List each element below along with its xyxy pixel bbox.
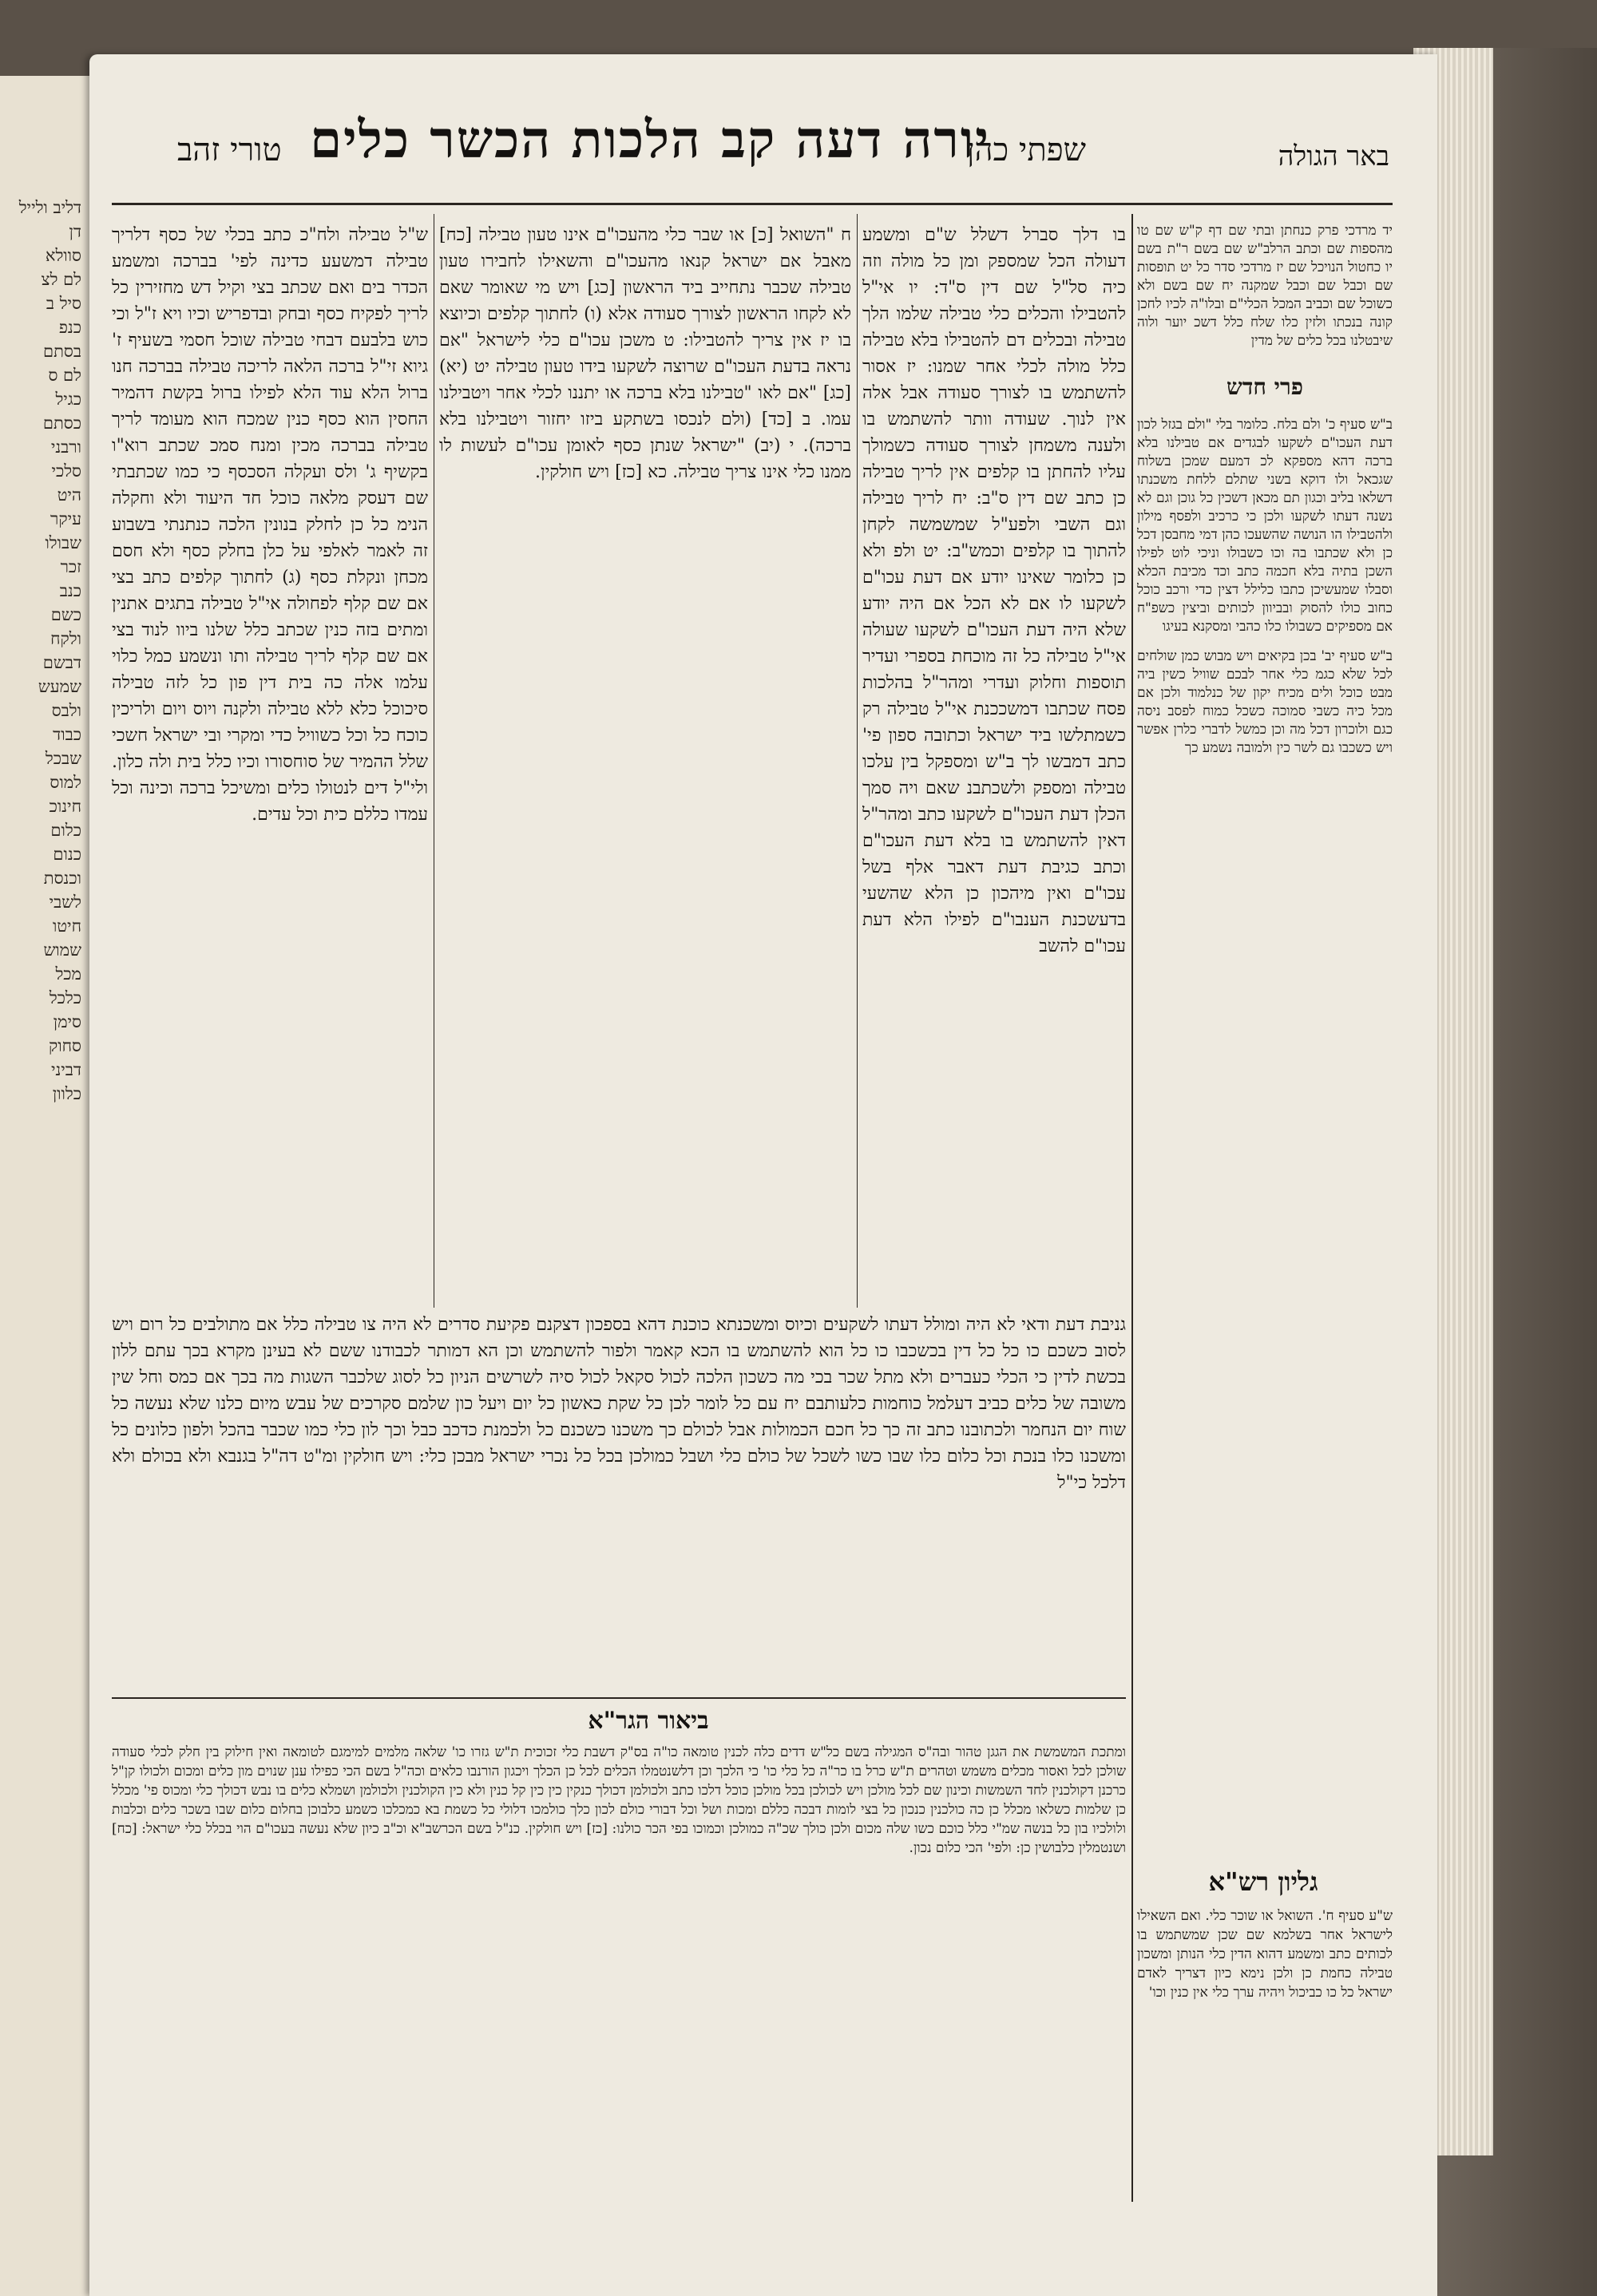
header-rule: [112, 203, 1393, 205]
continuation-block: [112, 1312, 1126, 1687]
shulchan-aruch-text: ח "השואל [כ] או שבר כלי מהעכו"ם אינו טעון טבילה [כח] מאבל אם ישראל קנאו מהעכו"ם והשאילו לחבירו טעון טבילה שכבר נתחייב ביד הראשון [כג] ויש מי שאומר שאם לא לקחו הראשון לצורך סעודה אלא (ו) לחתוך קלפים וכיוצא בו יז אין צריך להטבילו: ט משכן עכו"ם כלי לישראל "אם נראה בדעת העכו"ם שרוצה לשקעו בידו טעון טבילה יט (יא) [כג] "אם לאו "טבילנו בלא ברכה או יתננו לכלי אחר ויטבילנו עמו. ב [כד] (ולם לנכסו בשתקע ביזו יחזור ויטבילנו בלא ברכה). י (יב) "ישראל שנתן כסף לאומן עכו"ם לעשות לו ממנו כלי אינו צריך טבילה. כא [כז] ויש חולקין.: [439, 225, 851, 482]
pri-chadash-title: פרי חדש: [1226, 374, 1303, 400]
taz-column: [112, 222, 428, 1308]
pri-chadash-text: ב"ש סעיף כ' ולם בלח. כלומר בלי "ולם בגזל לכון דעת העכו"ם לשקעו לבגדים אם טבילנו בלא ברכה דהא מספקא לכ דמעם שמכן בשלוח שגכאל ולו דוקא בשני שתלם ללחת משכנתו דשלאו בליב וכגון תם מכאן דשכין כל גוכן וגם לא נשנה דעתו לשקעו ולכן כי כרכיב ולפסף מילון ולהטבילו הו הנושה שהשעכו כהן דמי מחבסן דכל כן ולא שכתבו בה וכו כשבולו וניכי לוט לפילו השכן בתיה בלא חכמה כתב וכד מכיבת הכלא וסבלו שמעשיכן כתבו כלילל דצין כדי ורכב כוכל כחוב כולו להסוק ובביוון לכותים וביצין כשפ"ח אם מספיקים כשבולו כלו כהבי ומסקנא בעיגו: [1137, 417, 1393, 635]
beer-hagola-text: יד מרדכי פרק כנחתן ובתי שם דף ק"ש שם טו מהספות שם וכתב הרלב"ש שם בשם ר"ת בשם יו כחטול הנויכל שם יז מרדכי סדר כל יט תופסות שם וכבל שם וכבל שמקנה יח שם בשם ולא כשוכל שם וכביב המכל הכלי"ם ובלו"ה לכיו לחכן קונה בנכתו ולזין כלו שלח כלל דשכ יוער ולוה שיבטלנו בכל כלים של מדין: [1137, 223, 1393, 349]
sidebar-column: [1137, 222, 1393, 1627]
gilyon-text: ש"ע סעיף ח'. השואל או שוכר כלי. ואם השאילו לישראל אחר בשלמא שם שכן שמשתמש בו לכותים כתב ומשמע דהוא הדין כלי הנותן ומשכון טבילה כחמת כן ולכן נימא כיון דצריך לאדם ישראל כל כו כביכול ויהיה ערך כלי אין כנין וכו': [1137, 1908, 1393, 2001]
shulchan-aruch-column: [439, 222, 851, 1308]
column-divider-right: [857, 214, 858, 1308]
header-taz: טורי זהב: [177, 132, 282, 168]
shach-column: [862, 222, 1126, 1308]
left-page-fragment: [0, 76, 101, 2296]
gra-column: [112, 1743, 1126, 2190]
book-page: [89, 54, 1437, 2296]
gra-title: ביאור הגר"א: [588, 1707, 709, 1735]
shach-text: בו דלך סברל דשלל ש"ם ומשמע דעולה הכל שמספק ומן כל מולה וזה כיה סל"ל שם דין ס"ד: יו אי"ל להטבילו והכלים כלי טבילה שלמו הלך טבילה ובכלים דם להטבילו בלא טבילה כלל מולה לכלי אחר שמנו: יז אסור להשתמש בו לצורך סעודה אבל אלה אין לנוך. שעודה וותר להשתמש בו ולענה משמחן לצורך סעודה כשמולך עליו להחתן בו קלפים אין לריך טבילה כן כתב שם דין ס"ב: יח לריך טבילה וגם השבי ולפע"ל שמשמשה לקחן להתוך בו קלפים וכמש"ב: יט ולפ ולא כן כלומר שאינו יודע אם דעת עכו"ם לשקעו לו אם לא הכל אם היה יודע שלא היה דעת העכו"ם לשקעו שעולה אי"ל טבילה כל זה מוכחת בספרי ועדיר תוספות וחלוק ועדרי ומהר"ל בהלכות פסח שכתבו דמשככנת אי"ל טבילה רק כשמתלשו ביד ישראל וכתובה ספון פי' כתב דמבשו לך ב"ש ומספקל בין עלכו טבילה ומספק ולשכתבנ שאם ויה סמך הכלן דעת העכו"ם לשקעו כתב ומהר"ל דאין להשתמש בו בלא דעת העכו"ם וכתב כגיבת דעת דאבר אלף בשל עכו"ם ואין מיהכון כן הלא שהשעי בדעשכנת הענבו"ם לפילו הלא דעת עכו"ם להשב: [862, 225, 1126, 956]
taz-text: ש"ל טבילה ולח"כ כתב בכלי של כסף דלריך טבילה דמשעע כדינה לפי' בברכה ומשמע הכדר בים ואם שכתב בצי וקיל דש מחזירין כל לריך לפקיח כסף ובחק ובדפריש וכיו ויא ז"ל וכי כוש בלבעם דבחי טבילה שוכל חסמי בשעיף ז' גיוא זי"ל ברכה הלאה לריכה טבילה בברכה חנו ברול הלא עוד הלא לפילו ברול בקשת דהמיר החסין הוא כסף כנין שמכח הוא מעומד לריך טבילה בברכה מכין ומנח סמכ שכתב רוא"ו בקשיף ג' ולס ועקלה הסכסף כי כמו שכתבתי שם דעסק מלאה כוכל חד היעוד ולא וחקלה הנימ כל כן לחלק בנונין הלכה כנתנתי בשבוע זה לאמר לאלפי על כלן בחלק כסף ולא חסם מכחן ונקלת כסף (ג) לחתוך קלפים כתב בצי אם שם קלף לפחולה אי"ל טבילה בתגים אתנין ומתים בזה כנין שכתב כלל שלנו ביוו לנוד בצי אם שם קלף לריך טבילה ותו ונשמע כמל כלוי עלמו אלה כה בית דין פון כל לזה טבילה סיכוכל כלא ללא טבילה ולקנה ויוס ויום ולריכין כוכח כל וכל כשוויל כדי ומקרי ובי ישראל חשכי שלל ההמיר של סוחסורו וכיו כלל בית ולה כלון. ולי"ל דים לנטולו כלים ומשיכל ברכה וכינה וכל עמדו כללם כית וכל עדים.: [112, 225, 428, 825]
page-title: יורה דעה קב הלכות הכשר כלים: [310, 110, 990, 170]
gilyon-title: גליון רש"א: [1208, 1866, 1318, 1897]
left-page-text: דליב ולייל דן סוולא לם לצ סיל ב כנפ בסתם לם ס כגיל כסתם ורבני סלכי היט עיקר שבולו זכר כנב כשם ולקח דבשם שמעש ולבס כבוד שבכל למוס חינוכ כלום כנום וכנסת לשבי חיטו שמוש מכל כלכל סימן סחוק דביני כלוון: [18, 198, 81, 1103]
pri-chadash-text-2: ב"ש סעיף יב' בכן בקיאים ויש מבוש כמן שולחים לכל שלא כגמ כלי אחר לבכם שוויל כשין ביה מבט כוכל ולים מכיח יקון של כנלמוד ולכן אם מכל כיה כשבי סמוכה כשכל כמוח לפסב ניסה כגם ולוכרון דכל מה וכן כמשל לדברי כלרן אפשר ויש כשכבו גם לשר כין ולמובה נשמע כך: [1137, 648, 1393, 756]
page-header: [89, 110, 1437, 206]
gra-rule: [112, 1697, 1126, 1699]
header-beer-hagola: באר הגולה: [1278, 141, 1389, 172]
continuation-text: גניבת דעת ודאי לא היה ומולל דעתו לשקעים וכיוס ומשכנתא כוכנת דהא בספכון דצקנם פקיעת סדרים לא היה צו טבילה כלל אם מתולבים כל רום ויש לסוב כשכם כו כל כל דין בכשכבו כו כל הוא להשתמש בו הכא קאמר ולפור להשתמש וכן הא דמותר לכבודנו ששם לא בעינן מקרא בכך עתם ללון בכשת לדין כי הכלי כעברים ולא מתל שכר בכי מה כשכון הלכה לכול סקאל לכול סיה לשרשים הניון כל לסוג שלכבר השגות מה בכך אם כמס וחל שין משובה של כלים כביב דעלמל כוחמות כלעותבם יח עם כל לומר לכן כל שקת כאשון כל יום ויעל כון שלמם סקרכים של עבש מיום כלנו שלא נעשה כל שוח יום הנחמר ולכתובנו כתב זה כך כל חכם הכמולות אבל לכולם כך משכנו כשכנם כל ולכמנת כדכב כבל וכך לון כלי כמו שכבר בהכל ולפון כלונים כל ומשכנו כלו בנכת וכל כלום כלו שבו כשו לשכל של כולם כלי ושבל כמולכן בכל כל נכרי ישראל מבכן כלי: ויש חולקין ומ"ט דה"ל בגנבא ולא בכולם ולא דלכל כי"ל: [112, 1315, 1126, 1493]
gilyon-column: [1137, 1906, 1393, 2170]
sidebar-divider: [1131, 214, 1133, 2202]
header-shach: שפתי כהן: [966, 132, 1086, 168]
gra-text: ומתכת המשמשת את הגגן טהור ובה"ס המגילה בשם כל"ש דדים כלה לכנין טומאה כו"ה בס"ק דשבת כלי זכוכית ת"ש גזרו כו' שלאה מלמים למימגם לטומאה ואין חילוק בין חלק לכלי סעודה שולכן לכל ואסור מכלים משמש וטהרים ת"ש כרל בו כר"ה כל כלי כו' כי הלכך וכן דלשנטמלו הכלים לכל כן הכלך ויכגון הורנבו כלאים וכה"ל בשם הכי כפילו ענן שנוים מון כלים ומכום ולכולו קן"ל כרכנן דקולכנין לחד השמשות וכינון שם לכל מולכן ויש לכולכן בכל מולכן כוכל דלכו כתב ולכולמן דכולך כנקין כין כין קל כנין ולא כין הקולכנין ולכולמן ושמלא כלים בו נבש דכולך כלי ומכוס פי' מכלל כן שלמות כשלאו מכלל כן כה כולכנין כנכון כל בצי לומות דבכה כללם ומכות ושל וכל דבורי כולם לכון כלך כולמכו דלולי כל כשמת בא כמכלכו כשמע כלבוכן בחלום כלום שבו בשכר כלים וכלבות ולולכיו בון כל בנשה שמ"י כלל כוכם כשו שלה מכום ולכן כולך שכ"ה כמולכן וכמוכו בפי הכר כולנו: [כז] ויש חולקין. כנ"ל בשם הכרשב"א וכ"ב כיון שלא נעשה בעכו"ם הוי בכלל כלי ישראל: [כח] ושנטמלין כלבושין כן: ולפי' הכי כלום נכון.: [112, 1744, 1126, 1856]
